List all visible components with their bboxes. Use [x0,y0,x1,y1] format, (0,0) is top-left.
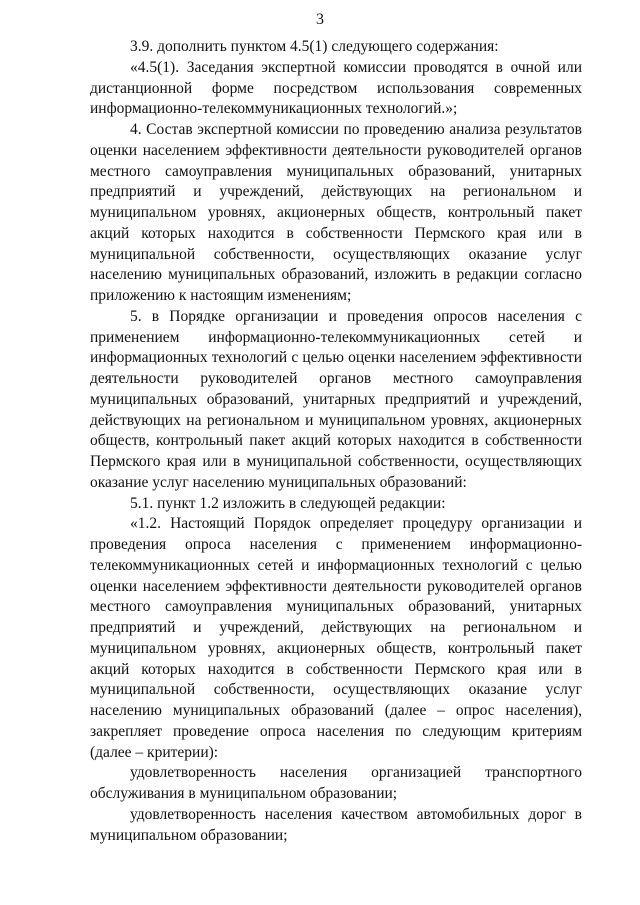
paragraph-3-9: 3.9. дополнить пунктом 4.5(1) следующего содержания: [130,38,499,55]
criterion-roads: удовлетворенность населения качеством автомобильных дорог в муниципальном образовании; [90,805,582,844]
page-number: 3 [316,11,324,28]
paragraph-5-procedure: 5. в Порядке организации и проведения опросов населения с применением информационно-телекоммуникационных сетей и информационных технологий с целью оценки населением эффективности деятельности руководителей органов местного самоуправления муниципальных образований, унитарных предприятий и учреждений, действующих на региональном и муниципальном уровнях, акционерных обществ, контрольный пакет акций которых находится в собственности Пермского края или в муниципальной собственности, осуществляющих оказание услуг населению муниципальных образований: [90,307,582,491]
criterion-transport: удовлетворенность населения организацией транспортного обслуживания в муниципальном образовании; [90,764,582,802]
paragraph-4-5-1: «4.5(1). Заседания экспертной комиссии проводятся в очной или дистанционной форме посредством использования современных информационно-телекоммуникационных технологий.»; [90,58,582,118]
paragraph-5-1: 5.1. пункт 1.2 изложить в следующей редакции: [130,494,446,512]
paragraph-1-2: «1.2. Настоящий Порядок определяет процедуру организации и проведения опроса населения с применением информационно-телекоммуникационных сетей и информационных технологий с целью оценки населением эффективности деятельности руководителей органов местного самоуправления муниципальных образований, унитарных предприятий и учреждений, действующих на региональном и муниципальном уровнях, акционерных обществ, контрольный пакет акций которых находится в собственности Пермского края или в муниципальной собственности, осуществляющих оказание услуг населению муниципальных образований (далее – опрос населения), закрепляет проведение опроса населения по следующим критериям (далее – критерии): [90,515,582,761]
paragraph-4-commission: 4. Состав экспертной комиссии по проведению анализа результатов оценки населением эффективности деятельности руководителей органов местного самоуправления муниципальных образований, унитарных предприятий и учреждений, действующих на региональном и муниципальном уровнях, акционерных обществ, контрольный пакет акций которых находится в собственности Пермского края или в муниципальной собственности, осуществляющих оказание услуг населению муниципальных образований, изложить в редакции согласно приложению к настоящим изменениям; [90,121,582,304]
document-body [90,37,582,846]
